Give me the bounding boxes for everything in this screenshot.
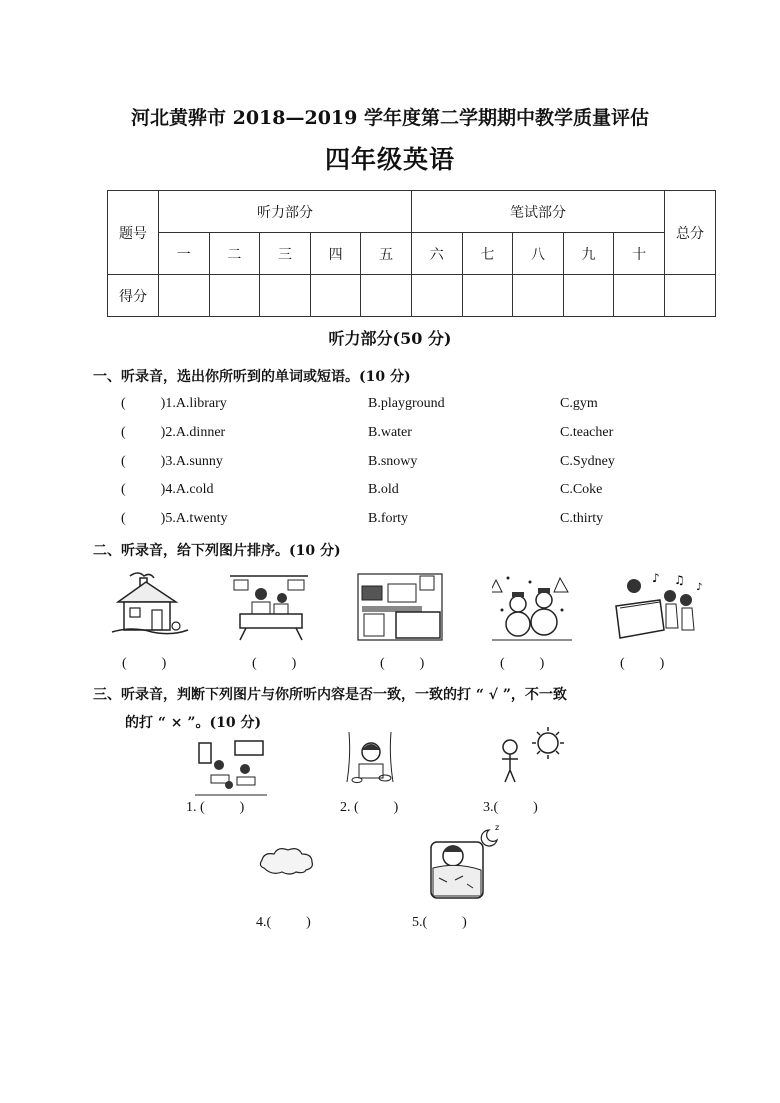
item-number: 九 [563, 233, 614, 275]
q1-option-c: C.gym [560, 396, 598, 411]
q5-option-a: ( )5.A.twenty [121, 511, 228, 526]
music-class-picture [612, 570, 707, 642]
dining-room-picture [228, 570, 313, 642]
item-number: 一 [159, 233, 210, 275]
total-cell[interactable] [665, 275, 716, 317]
part3-blank-4[interactable]: 4.( ) [256, 915, 311, 930]
score-label: 得分 [108, 275, 159, 317]
score-cell[interactable] [411, 275, 462, 317]
kitchen-picture [356, 570, 444, 642]
part3-blank-2[interactable]: 2. ( ) [340, 800, 399, 815]
score-cell[interactable] [159, 275, 210, 317]
q2-option-c: C.teacher [560, 425, 614, 440]
part3-blank-3[interactable]: 3.( ) [483, 800, 538, 815]
item-number: 三 [260, 233, 311, 275]
total-header: 总分 [665, 191, 716, 275]
classroom-picture [195, 735, 267, 797]
item-number: 二 [209, 233, 260, 275]
svg-text:♪: ♪ [696, 582, 703, 593]
score-cell[interactable] [361, 275, 412, 317]
svg-text:z: z [495, 823, 500, 832]
item-number: 四 [310, 233, 361, 275]
part2-blank-4[interactable]: ( ) [500, 656, 545, 671]
score-cell[interactable] [310, 275, 361, 317]
q5-option-b: B.forty [368, 511, 409, 526]
part1-heading: 一、听录音，选出你所听到的单词或短语。(10 分) [93, 369, 411, 385]
writing-group-header: 笔试部分 [411, 191, 664, 233]
item-label: 题号 [108, 191, 159, 275]
part3-heading: 三、听录音，判断下列图片与你所听内容是否一致，一致的打 “ √ ”，不一致 [93, 687, 567, 703]
exam-title: 河北黄骅市 2018—2019 学年度第二学期期中教学质量评估 [131, 107, 649, 129]
girl-eating-picture [345, 730, 395, 786]
score-cell[interactable] [513, 275, 564, 317]
item-number: 六 [411, 233, 462, 275]
score-table [107, 190, 716, 317]
score-cell[interactable] [462, 275, 513, 317]
q3-option-c: C.Sydney [560, 454, 615, 469]
part2-blank-5[interactable]: ( ) [620, 656, 665, 671]
q1-option-a: ( )1.A.library [121, 396, 227, 411]
item-number: 七 [462, 233, 513, 275]
q3-option-a: ( )3.A.sunny [121, 454, 223, 469]
score-cell[interactable] [209, 275, 260, 317]
part2-blank-1[interactable]: ( ) [122, 656, 167, 671]
item-number: 八 [513, 233, 564, 275]
q3-option-b: B.snowy [368, 454, 418, 469]
item-number: 五 [361, 233, 412, 275]
part3-blank-5[interactable]: 5.( ) [412, 915, 467, 930]
q4-option-b: B.old [368, 482, 399, 497]
part3-blank-1[interactable]: 1. ( ) [186, 800, 245, 815]
q2-option-b: B.water [368, 425, 412, 440]
sleeping-picture [425, 822, 505, 900]
q4-option-a: ( )4.A.cold [121, 482, 214, 497]
q2-option-a: ( )2.A.dinner [121, 425, 226, 440]
exam-subtitle: 四年级英语 [324, 145, 455, 174]
part2-blank-3[interactable]: ( ) [380, 656, 425, 671]
svg-text:♪: ♪ [652, 571, 660, 585]
hot-sunny-picture [490, 725, 570, 787]
score-cell[interactable] [260, 275, 311, 317]
score-cell[interactable] [563, 275, 614, 317]
snowmen-picture [492, 570, 572, 642]
part2-heading: 二、听录音，给下列图片排序。(10 分) [93, 543, 341, 559]
part3-heading-cont: 的打 “ × ”。(10 分) [125, 715, 262, 731]
q1-option-b: B.playground [368, 396, 445, 411]
cloud-picture [256, 842, 318, 878]
q5-option-c: C.thirty [560, 511, 604, 526]
svg-text:♫: ♫ [674, 573, 685, 587]
listening-group-header: 听力部分 [159, 191, 412, 233]
snowy-house-picture [110, 570, 190, 640]
part2-blank-2[interactable]: ( ) [252, 656, 297, 671]
score-cell[interactable] [614, 275, 665, 317]
listening-section-title: 听力部分(50 分) [328, 329, 452, 348]
q4-option-c: C.Coke [560, 482, 603, 497]
item-number: 十 [614, 233, 665, 275]
